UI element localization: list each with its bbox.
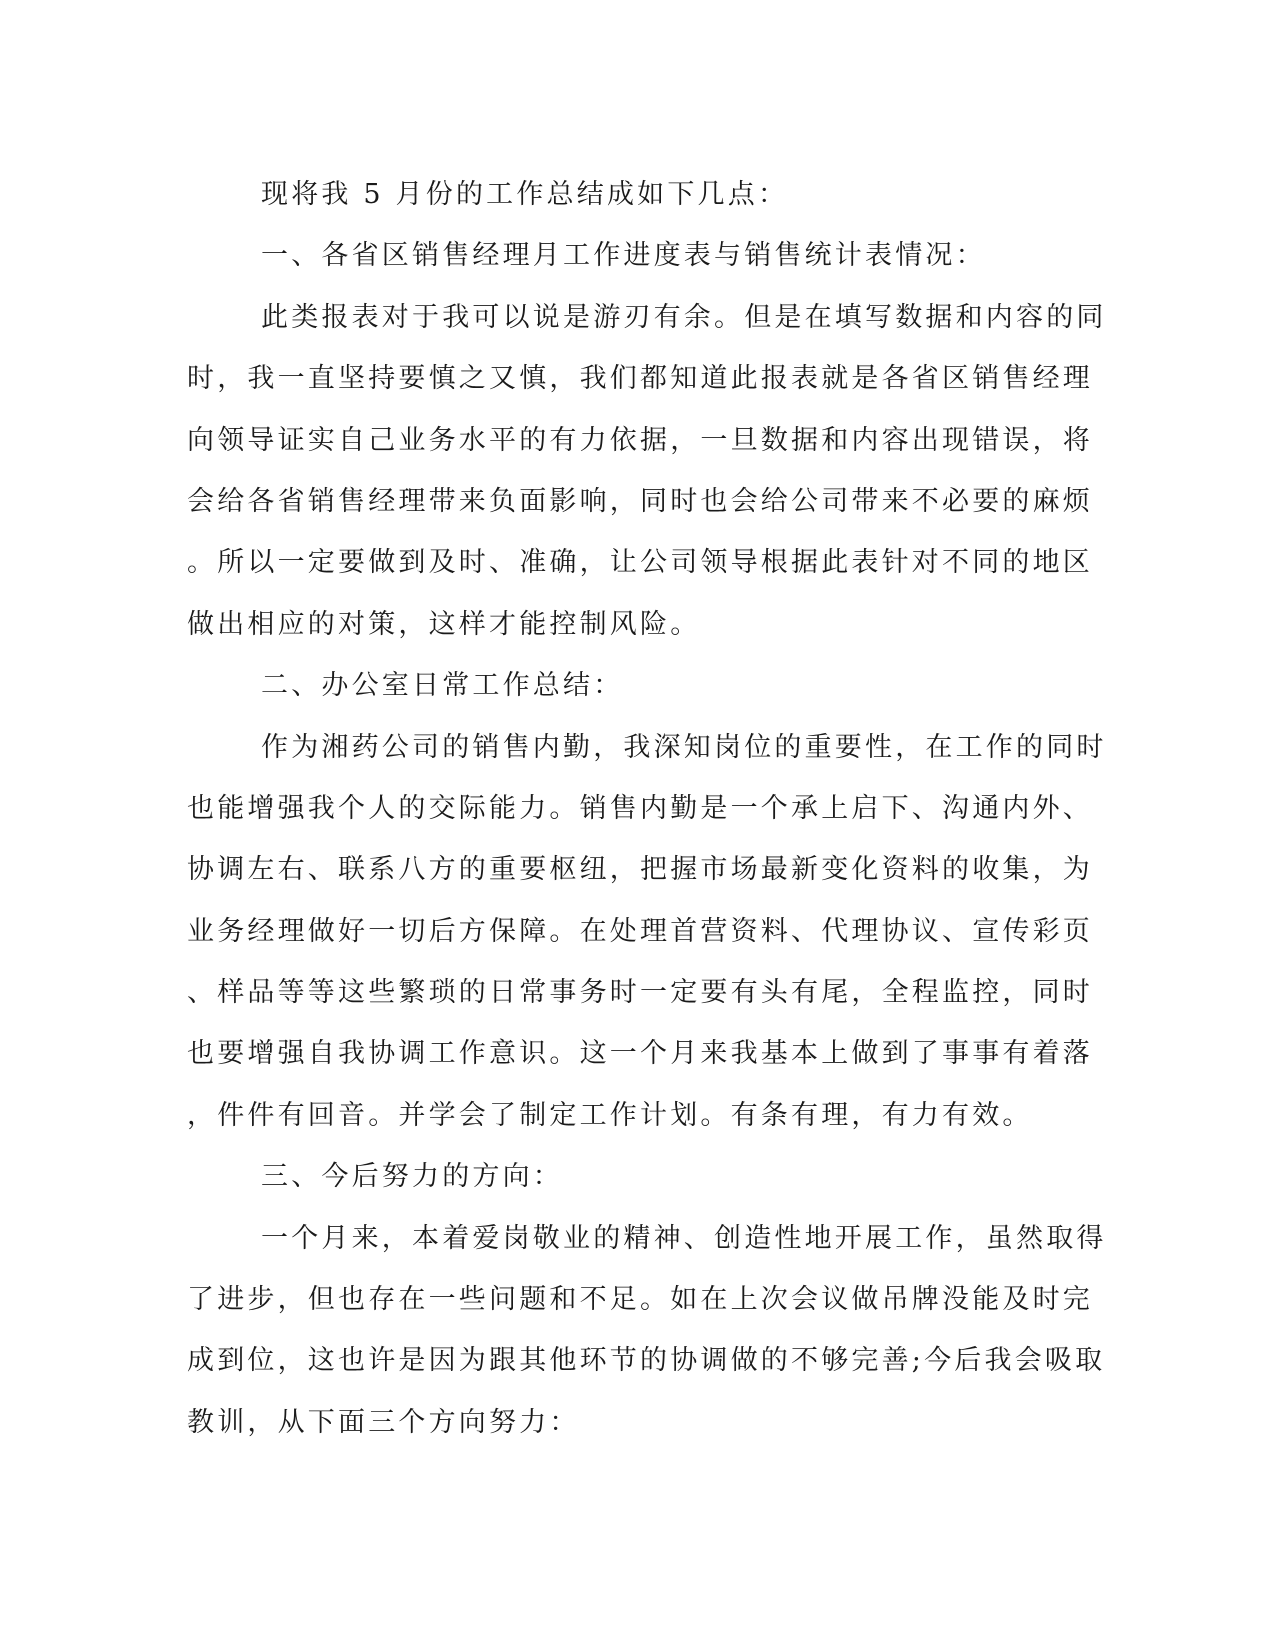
text-line: 成到位，这也许是因为跟其他环节的协调做的不够完善;今后我会吸取 <box>187 1345 1106 1377</box>
text-line: 会给各省销售经理带来负面影响，同时也会给公司带来不必要的麻烦 <box>187 485 1093 517</box>
text-line: 、样品等等这些繁琐的日常事务时一定要有头有尾，全程监控，同时 <box>187 977 1093 1009</box>
text-line: 了进步，但也存在一些问题和不足。如在上次会议做吊牌没能及时完 <box>187 1284 1093 1316</box>
text-line: 业务经理做好一切后方保障。在处理首营资料、代理协议、宣传彩页 <box>187 915 1093 947</box>
text-line: 向领导证实自己业务水平的有力依据，一旦数据和内容出现错误，将 <box>187 424 1093 456</box>
text-line: 。所以一定要做到及时、准确，让公司领导根据此表针对不同的地区 <box>187 547 1093 579</box>
text-line: ，件件有回音。并学会了制定工作计划。有条有理，有力有效。 <box>187 1099 1033 1131</box>
text-line: 作为湘药公司的销售内勤，我深知岗位的重要性，在工作的同时 <box>261 731 1107 763</box>
text-line: 协调左右、联系八方的重要枢纽，把握市场最新变化资料的收集，为 <box>187 854 1093 886</box>
text-line: 做出相应的对策，这样才能控制风险。 <box>187 608 701 640</box>
text-line: 此类报表对于我可以说是游刃有余。但是在填写数据和内容的同 <box>261 301 1107 333</box>
document-body <box>187 164 1107 1453</box>
text-line: 也能增强我个人的交际能力。销售内勤是一个承上启下、沟通内外、 <box>187 792 1093 824</box>
section-heading: 二、办公室日常工作总结： <box>261 670 624 702</box>
text-line: 现将我 5 月份的工作总结成如下几点： <box>261 179 789 210</box>
text-line: 一个月来，本着爱岗敬业的精神、创造性地开展工作，虽然取得 <box>261 1222 1107 1254</box>
text-line: 时，我一直坚持要慎之又慎，我们都知道此报表就是各省区销售经理 <box>187 363 1093 395</box>
section-heading: 一、各省区销售经理月工作进度表与销售统计表情况： <box>261 240 986 272</box>
text-line: 也要增强自我协调工作意识。这一个月来我基本上做到了事事有着落 <box>187 1038 1093 1070</box>
section-heading: 三、今后努力的方向： <box>261 1161 563 1193</box>
text-line: 教训，从下面三个方向努力： <box>187 1406 580 1438</box>
